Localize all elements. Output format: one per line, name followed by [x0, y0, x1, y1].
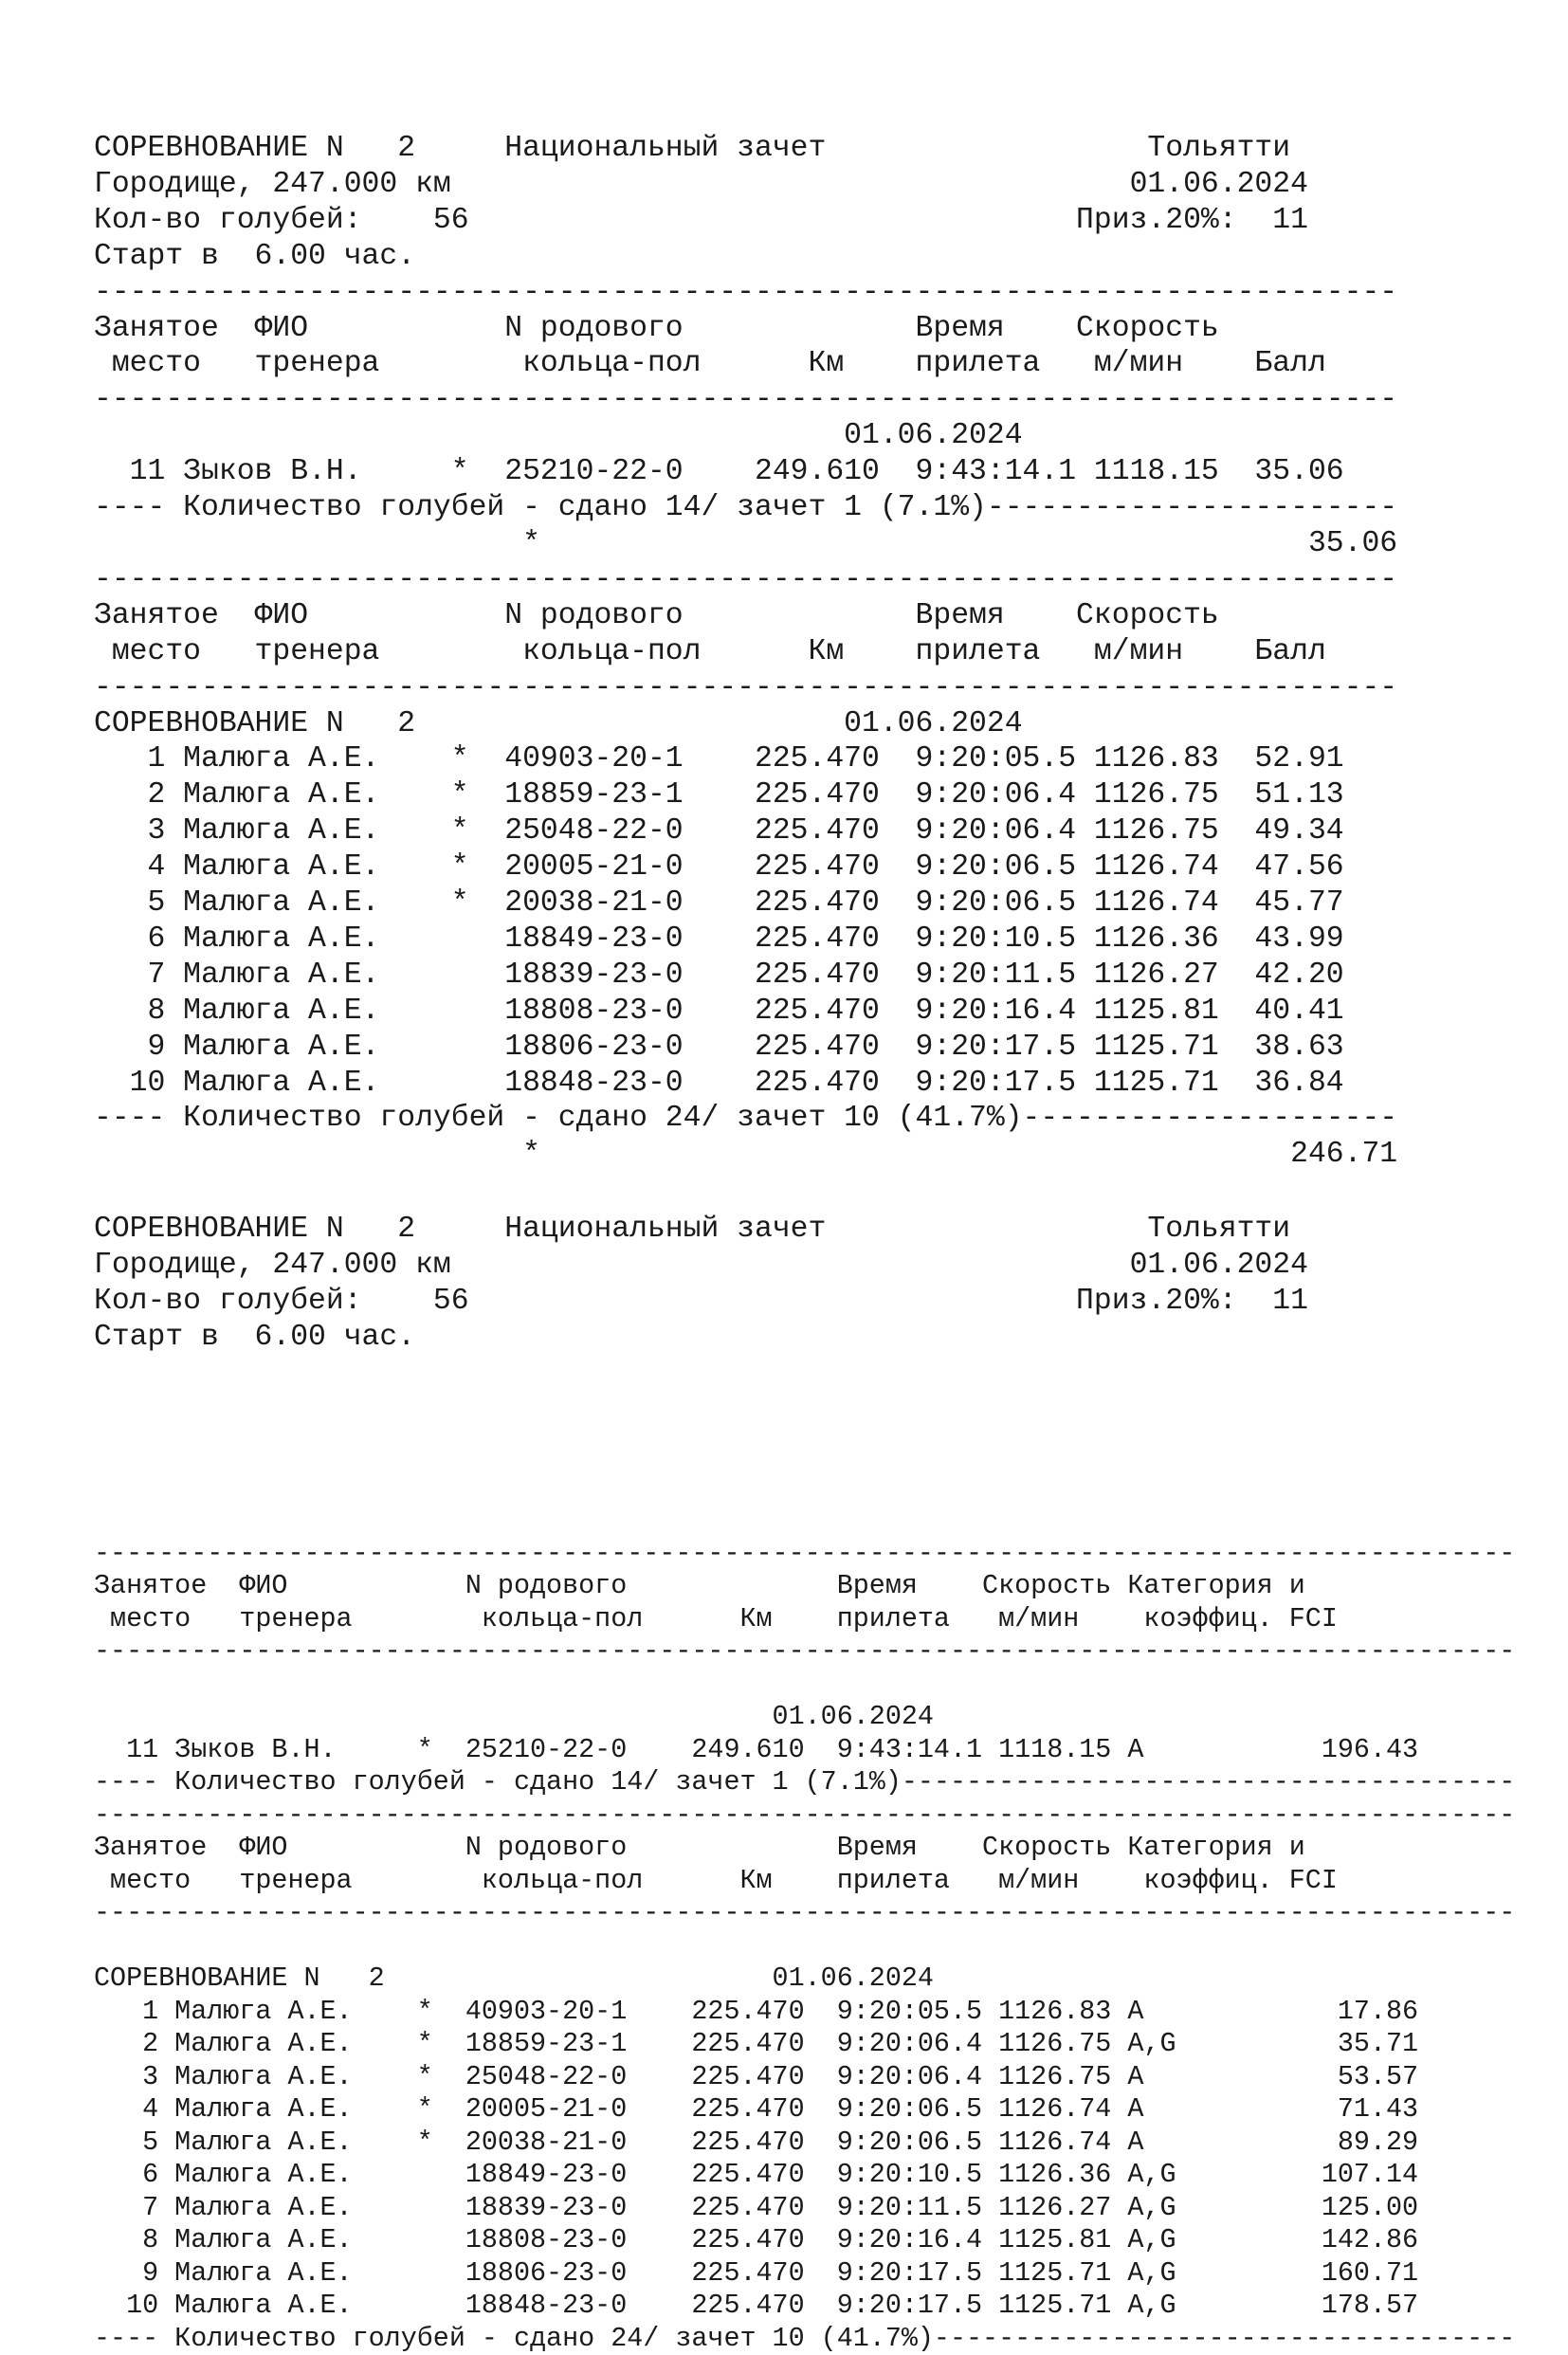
separator: -------------------------------------------------------------------------: [94, 670, 1397, 706]
table-row: 2 Малюга А.Е. * 18859-23-1 225.470 9:20:06.4 1126.75 51.13: [94, 777, 1397, 813]
table-row: 9 Малюга А.Е. 18806-23-0 225.470 9:20:17.5 1125.71 38.63: [94, 1030, 1397, 1066]
table-row: 4 Малюга А.Е. * 20005-21-0 225.470 9:20:06.5 1126.74 47.56: [94, 849, 1397, 885]
group-date: 01.06.2024: [94, 418, 1397, 454]
column-headers-1: Занятое ФИО N родового Время Скорость Категория и: [94, 1570, 1515, 1603]
column-headers-2: место тренера кольца-пол Км прилета м/мин коэффиц. FCI: [94, 1603, 1515, 1636]
table-row: 10 Малюга А.Е. 18848-23-0 225.470 9:20:17.5 1125.71 36.84: [94, 1066, 1397, 1102]
group-summary: ---- Количество голубей - сдано 24/ зачет 10 (41.7%)------------------------------------: [94, 2323, 1515, 2355]
header-repeat-start-line: Старт в 6.00 час.: [94, 1320, 1308, 1356]
table-row: 2 Малюга А.Е. * 18859-23-1 225.470 9:20:06.4 1126.75 A,G 35.71: [94, 2028, 1515, 2061]
separator: ----------------------------------------------------------------------------------------: [94, 1538, 1515, 1571]
table-row: 5 Малюга А.Е. * 20038-21-0 225.470 9:20:06.5 1126.74 A 89.29: [94, 2127, 1515, 2160]
table-row: 8 Малюга А.Е. 18808-23-0 225.470 9:20:16.4 1125.81 A,G 142.86: [94, 2224, 1515, 2257]
table-row: 6 Малюга А.Е. 18849-23-0 225.470 9:20:10.5 1126.36 43.99: [94, 922, 1397, 958]
column-headers-1: Занятое ФИО N родового Время Скорость Категория и: [94, 1832, 1515, 1865]
table-row: 7 Малюга А.Е. 18839-23-0 225.470 9:20:11.5 1126.27 42.20: [94, 958, 1397, 994]
separator: ----------------------------------------------------------------------------------------: [94, 1635, 1515, 1669]
table-row: 9 Малюга А.Е. 18806-23-0 225.470 9:20:17.5 1125.71 A,G 160.71: [94, 2257, 1515, 2291]
group-total: * 35.06: [94, 526, 1397, 562]
table-row: 3 Малюга А.Е. * 25048-22-0 225.470 9:20:06.4 1126.75 A 53.57: [94, 2061, 1515, 2094]
group-summary: ---- Количество голубей - сдано 24/ зачет 10 (41.7%)---------------------: [94, 1101, 1397, 1137]
results-section-fci: [94, 1505, 1515, 2355]
table-row: 4 Малюга А.Е. * 20005-21-0 225.470 9:20:06.5 1126.74 A 71.43: [94, 2093, 1515, 2127]
group-summary: ---- Количество голубей - сдано 14/ зачет 1 (7.1%)-----------------------: [94, 490, 1397, 526]
header-place-line: Городище, 247.000 км 01.06.2024: [94, 167, 1397, 203]
report-header-repeat: [94, 1212, 1308, 1356]
blank-line: [94, 1669, 1515, 1702]
column-headers-1: Занятое ФИО N родового Время Скорость: [94, 598, 1397, 634]
table-row: 5 Малюга А.Е. * 20038-21-0 225.470 9:20:06.5 1126.74 45.77: [94, 885, 1397, 922]
column-headers-1: Занятое ФИО N родового Время Скорость: [94, 311, 1397, 347]
separator: -------------------------------------------------------------------------: [94, 562, 1397, 598]
header-birds-line: Кол-во голубей: 56 Приз.20%: 11: [94, 203, 1397, 239]
header-start-line: Старт в 6.00 час.: [94, 239, 1397, 275]
header-repeat-birds-line: Кол-во голубей: 56 Приз.20%: 11: [94, 1284, 1308, 1320]
separator: -------------------------------------------------------------------------: [94, 382, 1397, 418]
table-row: 7 Малюга А.Е. 18839-23-0 225.470 9:20:11.5 1126.27 A,G 125.00: [94, 2192, 1515, 2225]
separator: ----------------------------------------------------------------------------------------: [94, 1799, 1515, 1833]
table-row: 11 Зыков В.Н. * 25210-22-0 249.610 9:43:14.1 1118.15 35.06: [94, 454, 1397, 490]
header-repeat-title-line: СОРЕВНОВАНИЕ N 2 Национальный зачет Тольятти: [94, 1212, 1308, 1248]
table-row: 3 Малюга А.Е. * 25048-22-0 225.470 9:20:06.4 1126.75 49.34: [94, 813, 1397, 849]
table-row: 1 Малюга А.Е. * 40903-20-1 225.470 9:20:05.5 1126.83 A 17.86: [94, 1996, 1515, 2029]
group-total: * 246.71: [94, 1137, 1397, 1173]
results-section-points: [94, 131, 1397, 1173]
group-title: СОРЕВНОВАНИЕ N 2 01.06.2024: [94, 706, 1397, 742]
separator: ----------------------------------------------------------------------------------------: [94, 1897, 1515, 1930]
table-row: 8 Малюга А.Е. 18808-23-0 225.470 9:20:16.4 1125.81 40.41: [94, 994, 1397, 1030]
separator: -------------------------------------------------------------------------: [94, 275, 1397, 311]
blank-line: [94, 1930, 1515, 1963]
table-row: 1 Малюга А.Е. * 40903-20-1 225.470 9:20:05.5 1126.83 52.91: [94, 741, 1397, 777]
group-summary: ---- Количество голубей - сдано 14/ зачет 1 (7.1%)--------------------------------------: [94, 1766, 1515, 1799]
column-headers-2: место тренера кольца-пол Км прилета м/мин коэффиц. FCI: [94, 1865, 1515, 1898]
column-headers-2: место тренера кольца-пол Км прилета м/мин Балл: [94, 634, 1397, 670]
table-row: 11 Зыков В.Н. * 25210-22-0 249.610 9:43:14.1 1118.15 A 196.43: [94, 1734, 1515, 1767]
group-date: 01.06.2024: [94, 1701, 1515, 1734]
header-title-line: СОРЕВНОВАНИЕ N 2 Национальный зачет Тольятти: [94, 131, 1397, 167]
table-row: 6 Малюга А.Е. 18849-23-0 225.470 9:20:10.5 1126.36 A,G 107.14: [94, 2159, 1515, 2192]
blank-line: [94, 1505, 1515, 1538]
group-title: СОРЕВНОВАНИЕ N 2 01.06.2024: [94, 1962, 1515, 1996]
column-headers-2: место тренера кольца-пол Км прилета м/мин Балл: [94, 346, 1397, 382]
table-row: 10 Малюга А.Е. 18848-23-0 225.470 9:20:17.5 1125.71 A,G 178.57: [94, 2290, 1515, 2323]
header-repeat-place-line: Городище, 247.000 км 01.06.2024: [94, 1248, 1308, 1284]
